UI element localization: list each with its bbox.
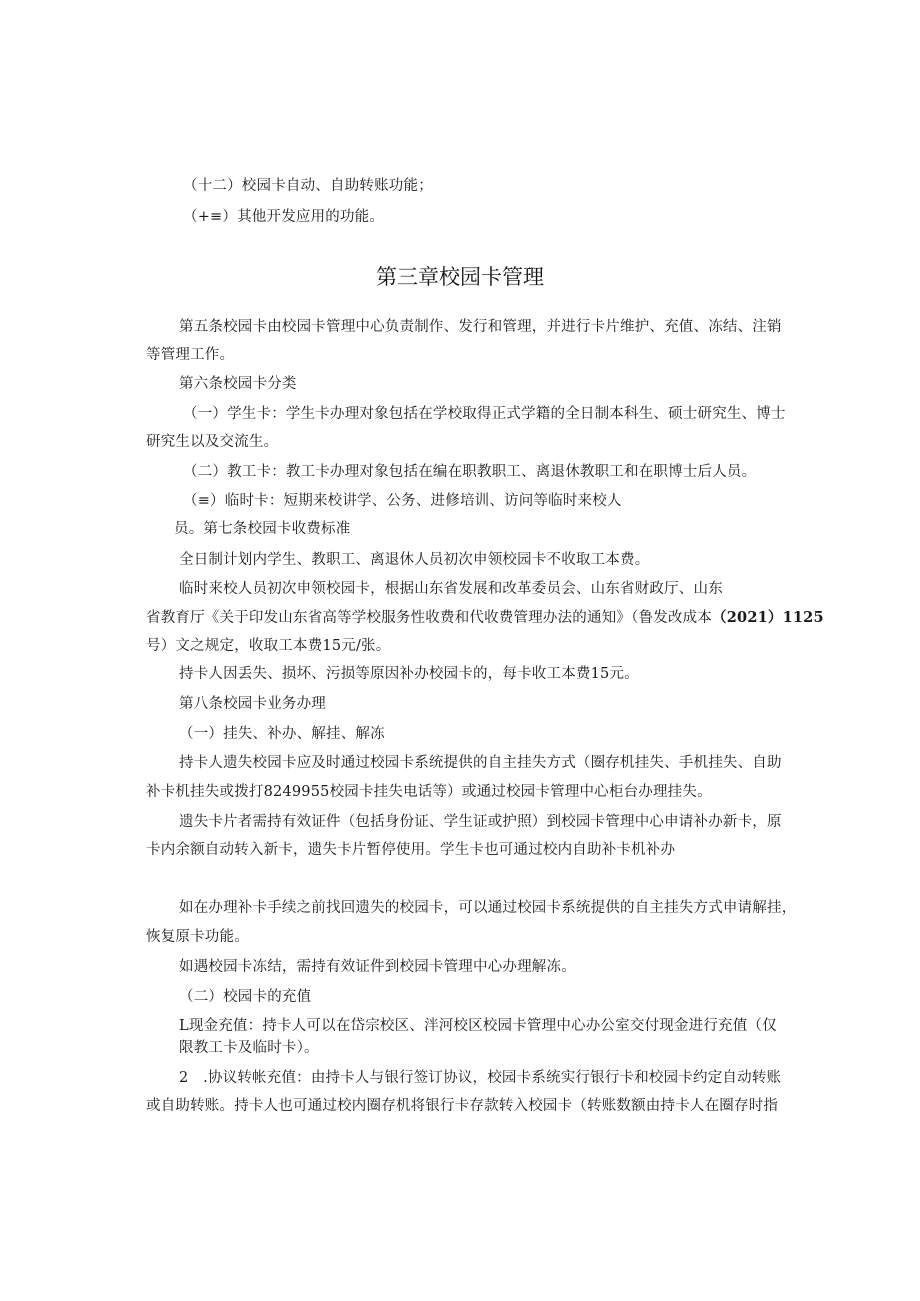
article-5-line-1: 第五条校园卡由校园卡管理中心负责制作、发行和管理，并进行卡片维护、充值、冻结、注销 xyxy=(179,319,782,335)
section-1-title: （一）挂失、补办、解挂、解冻 xyxy=(179,726,385,742)
section-2-title: （二）校园卡的充值 xyxy=(179,989,312,1005)
fee-line-4: 号）文之规定，收取工本费15元/张。 xyxy=(146,638,391,654)
fee-line-3 xyxy=(146,608,824,628)
transfer-topup-line-2: 或自助转账。持卡人也可通过校内圈存机将银行卡存款转入校园卡（转账数额由持卡人在圈存时指 xyxy=(146,1098,779,1114)
article-8-title: 第八条校园卡业务办理 xyxy=(179,696,326,712)
reissue-line-1: 遗失卡片者需持有效证件（包括身份证、学生证或护照）到校园卡管理中心申请补办新卡，原 xyxy=(179,814,782,830)
clause-12: （十二）校园卡自动、自助转账功能； xyxy=(183,178,433,194)
clause-13: （+≡）其他开发应用的功能。 xyxy=(183,209,385,225)
student-card-line-2: 研究生以及交流生。 xyxy=(146,434,279,450)
article-5-line-2: 等管理工作。 xyxy=(146,347,235,363)
fee-line-1: 全日制计划内学生、教职工、离退休人员初次申领校园卡不收取工本费。 xyxy=(179,552,650,568)
fee-line-2: 临时来校人员初次申领校园卡，根据山东省发展和改革委员会、山东省财政厅、山东 xyxy=(179,581,723,597)
loss-line-2: 补卡机挂失或拨打8249955校园卡挂失电话等）或通过校园卡管理中心柜台办理挂失。 xyxy=(146,784,712,800)
student-card-line-1: （一）学生卡：学生卡办理对象包括在学校取得正式学籍的全日制本科生、硕士研究生、博士 xyxy=(183,406,786,422)
article-6-title: 第六条校园卡分类 xyxy=(179,376,297,392)
transfer-topup-line-1: 2 .协议转帐充值：由持卡人与银行签订协议，校园卡系统实行银行卡和校园卡约定自动转账 xyxy=(179,1070,782,1086)
unlock-line-1: 如在办理补卡手续之前找回遗失的校园卡，可以通过校园卡系统提供的自主挂失方式申请解挂， xyxy=(179,900,797,916)
unlock-line-2: 恢复原卡功能。 xyxy=(146,929,249,945)
temp-card-line-2: 员。第七条校园卡收费标准 xyxy=(174,521,351,537)
cash-topup-line-1: L现金充值：持卡人可以在岱宗校区、泮河校区校园卡管理中心办公室交付现金进行充值（仅 xyxy=(179,1018,777,1034)
loss-line-1: 持卡人遗失校园卡应及时通过校园卡系统提供的自主挂失方式（圈存机挂失、手机挂失、自助 xyxy=(179,755,782,771)
chapter-title: 第三章校园卡管理 xyxy=(376,265,544,289)
temp-card-line-1: （≡）临时卡：短期来校讲学、公务、进修培训、访问等临时来校人 xyxy=(183,493,622,509)
fee-line-3-number: （2021）1125 xyxy=(712,609,824,626)
staff-card: （二）教工卡：教工卡办理对象包括在编在职教职工、离退休教职工和在职博士后人员。 xyxy=(183,464,757,480)
fee-line-5: 持卡人因丢失、损坏、污损等原因补办校园卡的，每卡收工本费15元。 xyxy=(179,666,639,682)
cash-topup-line-2: 限教工卡及临时卡）。 xyxy=(179,1040,319,1056)
reissue-line-2: 卡内余额自动转入新卡，遗失卡片暂停使用。学生卡也可通过校内自助补卡机补办 xyxy=(146,842,676,858)
unfreeze-line: 如遇校园卡冻结，需持有效证件到校园卡管理中心办理解冻。 xyxy=(179,959,576,975)
fee-line-3-text: 省教育厅《关于印发山东省高等学校服务性收费和代收费管理办法的通知》（鲁发改成本 xyxy=(146,610,713,626)
